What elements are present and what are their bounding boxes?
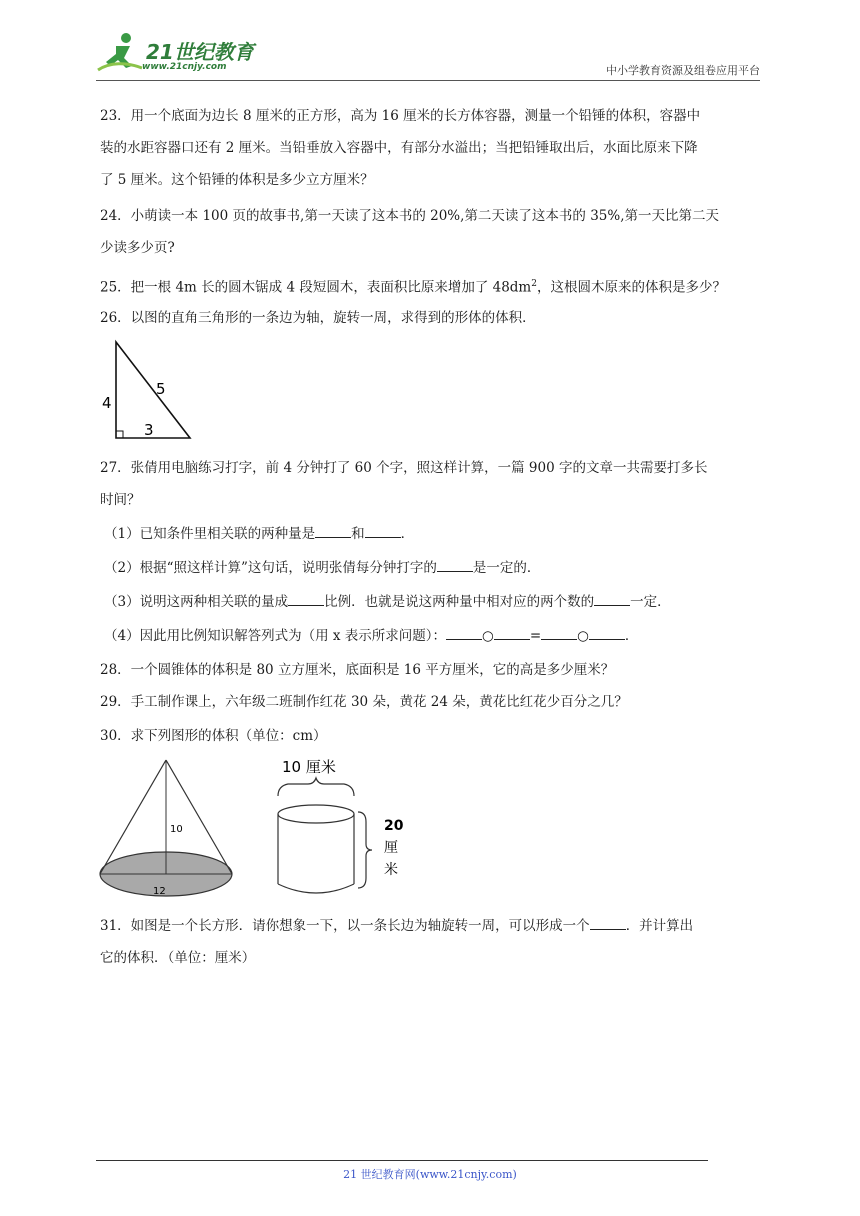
question-29 [100,686,764,718]
q27-s2-end: 是一定的． [472,560,541,576]
cylinder-top-label: 10 厘米 [282,758,336,776]
question-27 [100,452,764,516]
q27-sub4 [104,620,638,652]
answer-blank[interactable] [494,625,530,640]
brand-logo [96,30,266,78]
q29-text: 29．手工制作课上，六年级二班制作红花 30 朵，黄花 24 朵，黄花比红花少百分之几？ [100,694,628,710]
cylinder-side-number: 20 [384,818,404,834]
q25-text-a: 25．把一根 4m 长的圆木锯成 4 段短圆木，表面积比原来增加了 48dm [100,279,532,296]
q27-s2-text: （2）根据“照这样计算”这句话，说明张倩每分钟打字的 [104,560,437,576]
q27-s3-end: 一定． [630,594,671,610]
answer-blank[interactable] [446,625,482,640]
right-triangle-figure [98,336,198,446]
q27-s1-text: （1）已知条件里相关联的两种量是 [104,526,316,542]
question-28 [100,654,764,686]
q23-line2: 装的水距容器口还有 2 厘米。当铅垂放入容器中，有部分水溢出；当把铅锤取出后，水面比原来下降 [100,140,698,156]
q27-sub2 [104,552,540,584]
brand-url: www.21cnjy.com [142,62,227,72]
platform-label: 中小学教育资源及组卷应用平台 [606,64,760,77]
q24-line1: 24．小萌读一本 100 页的故事书,第一天读了这本书的 20%,第二天读了这本书的 35%,第一天比第二天 [100,208,719,224]
q25-text-b: ，这根圆木原来的体积是多少？ [536,279,726,296]
answer-blank[interactable] [590,915,626,930]
q31-line1 [100,910,764,942]
answer-blank[interactable] [541,625,577,640]
q27-line2: 时间？ [100,492,141,508]
question-23 [100,100,764,196]
q27-s1-end: ． [400,526,415,542]
q27-sub1 [104,518,414,550]
question-25 [100,268,764,304]
footer-text: 21 世纪教育网(www.21cnjy.com) [343,1168,517,1181]
cylinder-side-char2: 米 [384,862,398,878]
cone-height-label: 10 [170,824,183,835]
q28-text: 28．一个圆锥体的体积是 80 立方厘米，底面积是 16 平方厘米，它的高是多少厘米？ [100,662,615,678]
q27-sub3 [104,586,671,618]
q27-s4-text: （4）因此用比例知识解答列式为（用 x 表示所求问题）： [104,628,447,644]
answer-blank[interactable] [589,625,625,640]
q27-s3-mid: 比例．也就是说这两种量中相对应的两个数的 [324,594,595,610]
brand-name: 21世纪教育 [146,40,254,64]
question-30 [100,720,764,752]
q30-text: 30．求下列图形的体积（单位：cm） [100,728,327,744]
q27-s4-end: ． [624,628,639,644]
top-brace [278,778,354,796]
q23-line3: 了 5 厘米。这个铅锤的体积是多少立方厘米？ [100,172,374,188]
page-header [96,30,760,80]
runner-logo-icon [96,32,148,76]
answer-blank[interactable] [437,557,473,572]
question-31 [100,910,764,974]
q31-line1-b: ．并计算出 [625,918,694,934]
question-26 [100,302,764,334]
q25-superscript: 2 [531,279,537,289]
q26-text: 26．以图的直角三角形的一条边为轴，旋转一周，求得到的形体的体积． [100,310,536,326]
q27-s1-and: 和 [351,526,365,542]
q27-s3-text: （3）说明这两种相关联的量成 [104,594,289,610]
q31-line2: 它的体积．（单位：厘米） [100,950,256,966]
side-brace [358,812,372,888]
cylinder-side-char1: 厘 [384,840,398,856]
cone-figure [98,756,243,906]
side-b-label: 3 [144,421,154,439]
side-a-label: 4 [102,394,112,412]
cylinder-bottom [278,884,354,893]
cone-diameter-label: 12 [153,886,166,897]
cylinder-top [278,805,354,823]
q27-s4-op2: ○ [577,628,589,644]
cylinder-figure [268,752,418,902]
answer-blank[interactable] [365,523,401,538]
answer-blank[interactable] [594,591,630,606]
q24-line2: 少读多少页? [100,240,175,256]
q27-s4-eq: = [529,628,542,644]
footer-divider [96,1160,708,1161]
hypotenuse-label: 5 [156,380,166,398]
answer-blank[interactable] [288,591,324,606]
q27-line1: 27．张倩用电脑练习打字，前 4 分钟打了 60 个字，照这样计算，一篇 900 字的文章一共需要打多长 [100,460,708,476]
right-angle-mark [116,431,123,438]
answer-blank[interactable] [315,523,351,538]
q27-s4-op1: ○ [482,628,494,644]
question-24 [100,200,764,264]
q31-line1-a: 31．如图是一个长方形．请你想象一下，以一条长边为轴旋转一周，可以形成一个 [100,918,590,934]
q23-line1: 23．用一个底面为边长 8 厘米的正方形，高为 16 厘米的长方体容器，测量一个铅锤的体积，容器中 [100,108,701,124]
header-divider [96,80,760,81]
